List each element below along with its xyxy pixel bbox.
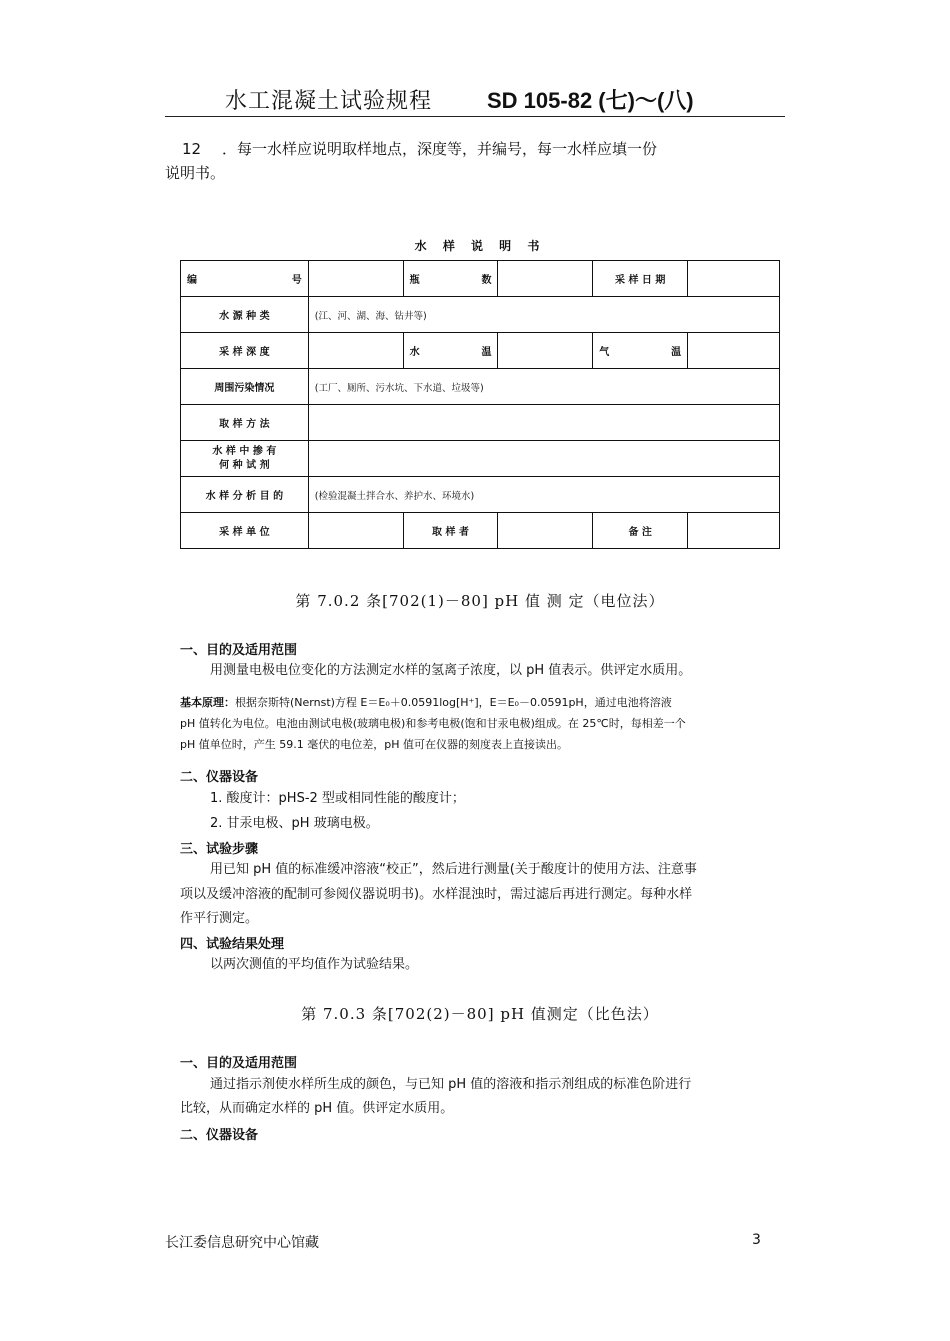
page-number: 3 [752,1232,761,1248]
section-703-title: 第 7.0.3 条[702(2)－80] pH 值测定（比色法） [301,1005,659,1023]
note-water-source: (江、河、湖、海、钻井等) [308,297,779,333]
form-row-source [181,297,780,333]
cell-bottles-value [498,261,593,297]
label-bottles-a: 瓶 [409,275,420,286]
page-header [165,82,785,117]
label-air-temp-b: 温 [671,347,682,358]
form-row-purpose [181,477,780,513]
form-row-depth [181,333,780,369]
form-row-reagent [181,441,780,477]
section-702-heading-2: 二、仪器设备 [180,770,259,785]
cell-water-temp-value [498,333,593,369]
cell-depth-value [308,333,403,369]
section-702-step-3: 作平行测定。 [180,911,259,926]
label-reagent-2: 何 种 试 剂 [219,459,270,471]
label-number-b: 号 [291,275,302,286]
note-analysis-purpose: (检验混凝土拌合水、养护水、环境水) [308,477,779,513]
section-703-heading-1: 一、目的及适用范围 [180,1056,298,1071]
section-702-heading-4: 四、试验结果处理 [180,937,285,952]
form-row-number [181,261,780,297]
basic-principle-label: 基本原理： [180,696,235,709]
label-sampler: 取 样 者 [403,513,498,549]
cell-unit-value [308,513,403,549]
section-702-heading-1: 一、目的及适用范围 [180,643,298,658]
section-702-basic-3: pH 值单位时，产生 59.1 毫伏的电位差，pH 值可在仪器的刻度表上直接读出。 [180,738,568,751]
label-sampling-method: 取 样 方 法 [181,405,309,441]
document-title: 水工混凝土试验规程 [225,89,433,114]
section-702-step-2: 项以及缓冲溶液的配制可参阅仪器说明书)。水样混浊时，需过滤后再进行测定。每种水样 [180,887,693,902]
section-702-step-1: 用已知 pH 值的标准缓冲溶液“校正”，然后进行测量(关于酸度计的使用方法、注意事 [210,862,697,877]
label-sampling-date: 采 样 日 期 [593,261,688,297]
intro-line-1: ．每一水样应说明取样地点，深度等，并编号，每一水样应填一份 [222,140,658,158]
label-number-a: 编 [187,275,197,286]
cell-air-temp-value [688,333,780,369]
note-pollution: (工厂、厕所、污水坑、下水道、垃圾等) [308,369,779,405]
section-703-purpose-1: 通过指示剂使水样所生成的颜色，与已知 pH 值的溶液和指示剂组成的标准色阶进行 [210,1077,692,1092]
cell-reagent-value [308,441,779,477]
document-code: SD 105-82 (七)～(八) [487,88,694,113]
cell-number-value [308,261,403,297]
form-row-method [181,405,780,441]
section-702-basic-2: pH 值转化为电位。电池由测试电极(玻璃电极)和参考电极(饱和甘汞电极)组成。在 25℃时，每相差一个 [180,717,686,730]
label-sampling-unit: 采 样 单 位 [181,513,309,549]
label-remarks: 备 注 [593,513,688,549]
label-reagent-1: 水 样 中 掺 有 [212,445,277,457]
label-water-temp-a: 水 [409,347,420,358]
section-702-basic-1 [180,692,672,713]
label-bottles-b: 数 [481,275,492,286]
label-water-source: 水 源 种 类 [181,297,309,333]
section-702-title: 第 7.0.2 条[702(1)－80] pH 值 测 定（电位法） [295,592,665,610]
form-title: 水 样 说 明 书 [414,239,546,253]
cell-date-value [688,261,780,297]
intro-line-2: 说明书。 [165,164,226,182]
label-water-temp-b: 温 [481,347,492,358]
intro-number: 12 [182,140,202,158]
basic-principle-line-1: 根据奈斯特(Nernst)方程 E＝E₀＋0.0591log[H⁺]，E＝E₀－0.0591pH，通过电池将溶液 [235,696,672,709]
section-703-purpose-2: 比较，从而确定水样的 pH 值。供评定水质用。 [180,1101,454,1116]
label-sampling-depth: 采 样 深 度 [181,333,309,369]
cell-sampler-value [498,513,593,549]
label-air-temp-a: 气 [599,347,610,358]
cell-remarks-value [688,513,780,549]
form-row-unit [181,513,780,549]
water-sample-form [180,260,780,549]
section-702-instrument-2: 2. 甘汞电极、pH 玻璃电极。 [210,816,379,831]
section-702-purpose: 用测量电极电位变化的方法测定水样的氢离子浓度，以 pH 值表示。供评定水质用。 [210,663,692,678]
cell-method-value [308,405,779,441]
label-analysis-purpose: 水 样 分 析 目 的 [181,477,309,513]
footer-collection: 长江委信息研究中心馆藏 [165,1235,319,1251]
section-702-instrument-1: 1. 酸度计：pHS-2 型或相同性能的酸度计； [210,791,465,806]
section-703-heading-2: 二、仪器设备 [180,1128,259,1143]
form-row-pollution [181,369,780,405]
section-702-result: 以两次测值的平均值作为试验结果。 [210,957,419,972]
section-702-heading-3: 三、试验步骤 [180,842,259,857]
label-pollution: 周围污染情况 [181,369,309,405]
